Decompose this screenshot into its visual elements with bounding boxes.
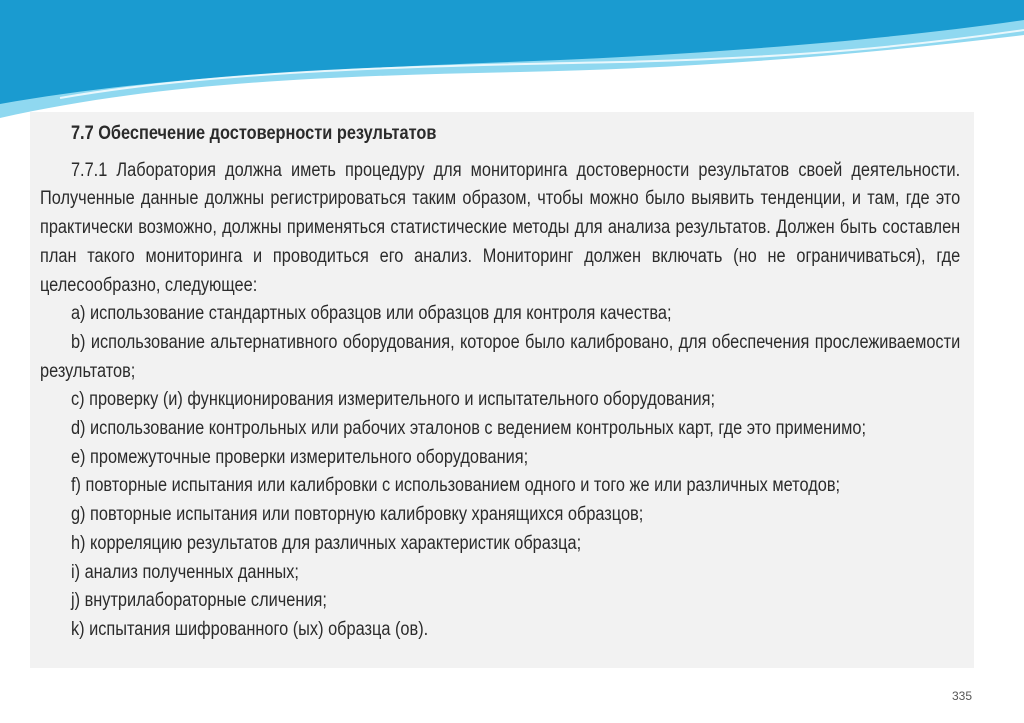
- section-heading: 7.7 Обеспечение достоверности результатов: [70, 123, 437, 144]
- list-item-k: k) испытания шифрованного (ых) образца (ов).: [70, 618, 429, 640]
- list-item-f: f) повторные испытания или калибровки с использованием одного и того же или различных методов;: [70, 475, 841, 497]
- list-item-g: g) повторные испытания или повторную калибровку хранящихся образцов;: [70, 504, 644, 526]
- document-text: [40, 120, 960, 645]
- list-item-c: c) проверку (и) функционирования измерительного и испытательного оборудования;: [70, 389, 716, 411]
- list-item-d: d) использование контрольных или рабочих эталонов с ведением контрольных карт, где это применимо;: [70, 418, 867, 440]
- header-wave-decoration: [0, 0, 1024, 130]
- list-item-h: h) корреляцию результатов для различных характеристик образца;: [70, 532, 582, 554]
- intro-paragraph: 7.7.1 Лаборатория должна иметь процедуру для мониторинга достоверности результатов своей деятельности. Полученные данные должны регистрироваться таким образом, чтобы можно было выявить тенденции, и там, где это практически возможно, должны применяться статистические методы для анализа результатов. Должен быть составлен план такого мониторинга и проводиться его анализ. Мониторинг должен включать (но не ограничиваться), где целесообразно, следующее:: [40, 159, 961, 296]
- list-item-e: e) промежуточные проверки измерительного оборудования;: [70, 446, 529, 468]
- slide-page-number: 335: [952, 689, 973, 703]
- list-item-a: a) использование стандартных образцов или образцов для контроля качества;: [70, 303, 672, 325]
- list-item-j: j) внутрилабораторные сличения;: [70, 590, 327, 612]
- list-item-b: b) использование альтернативного оборудования, которое было калибровано, для обеспечения прослеживаемости результатов;: [40, 331, 961, 382]
- list-item-i: i) анализ полученных данных;: [70, 561, 299, 583]
